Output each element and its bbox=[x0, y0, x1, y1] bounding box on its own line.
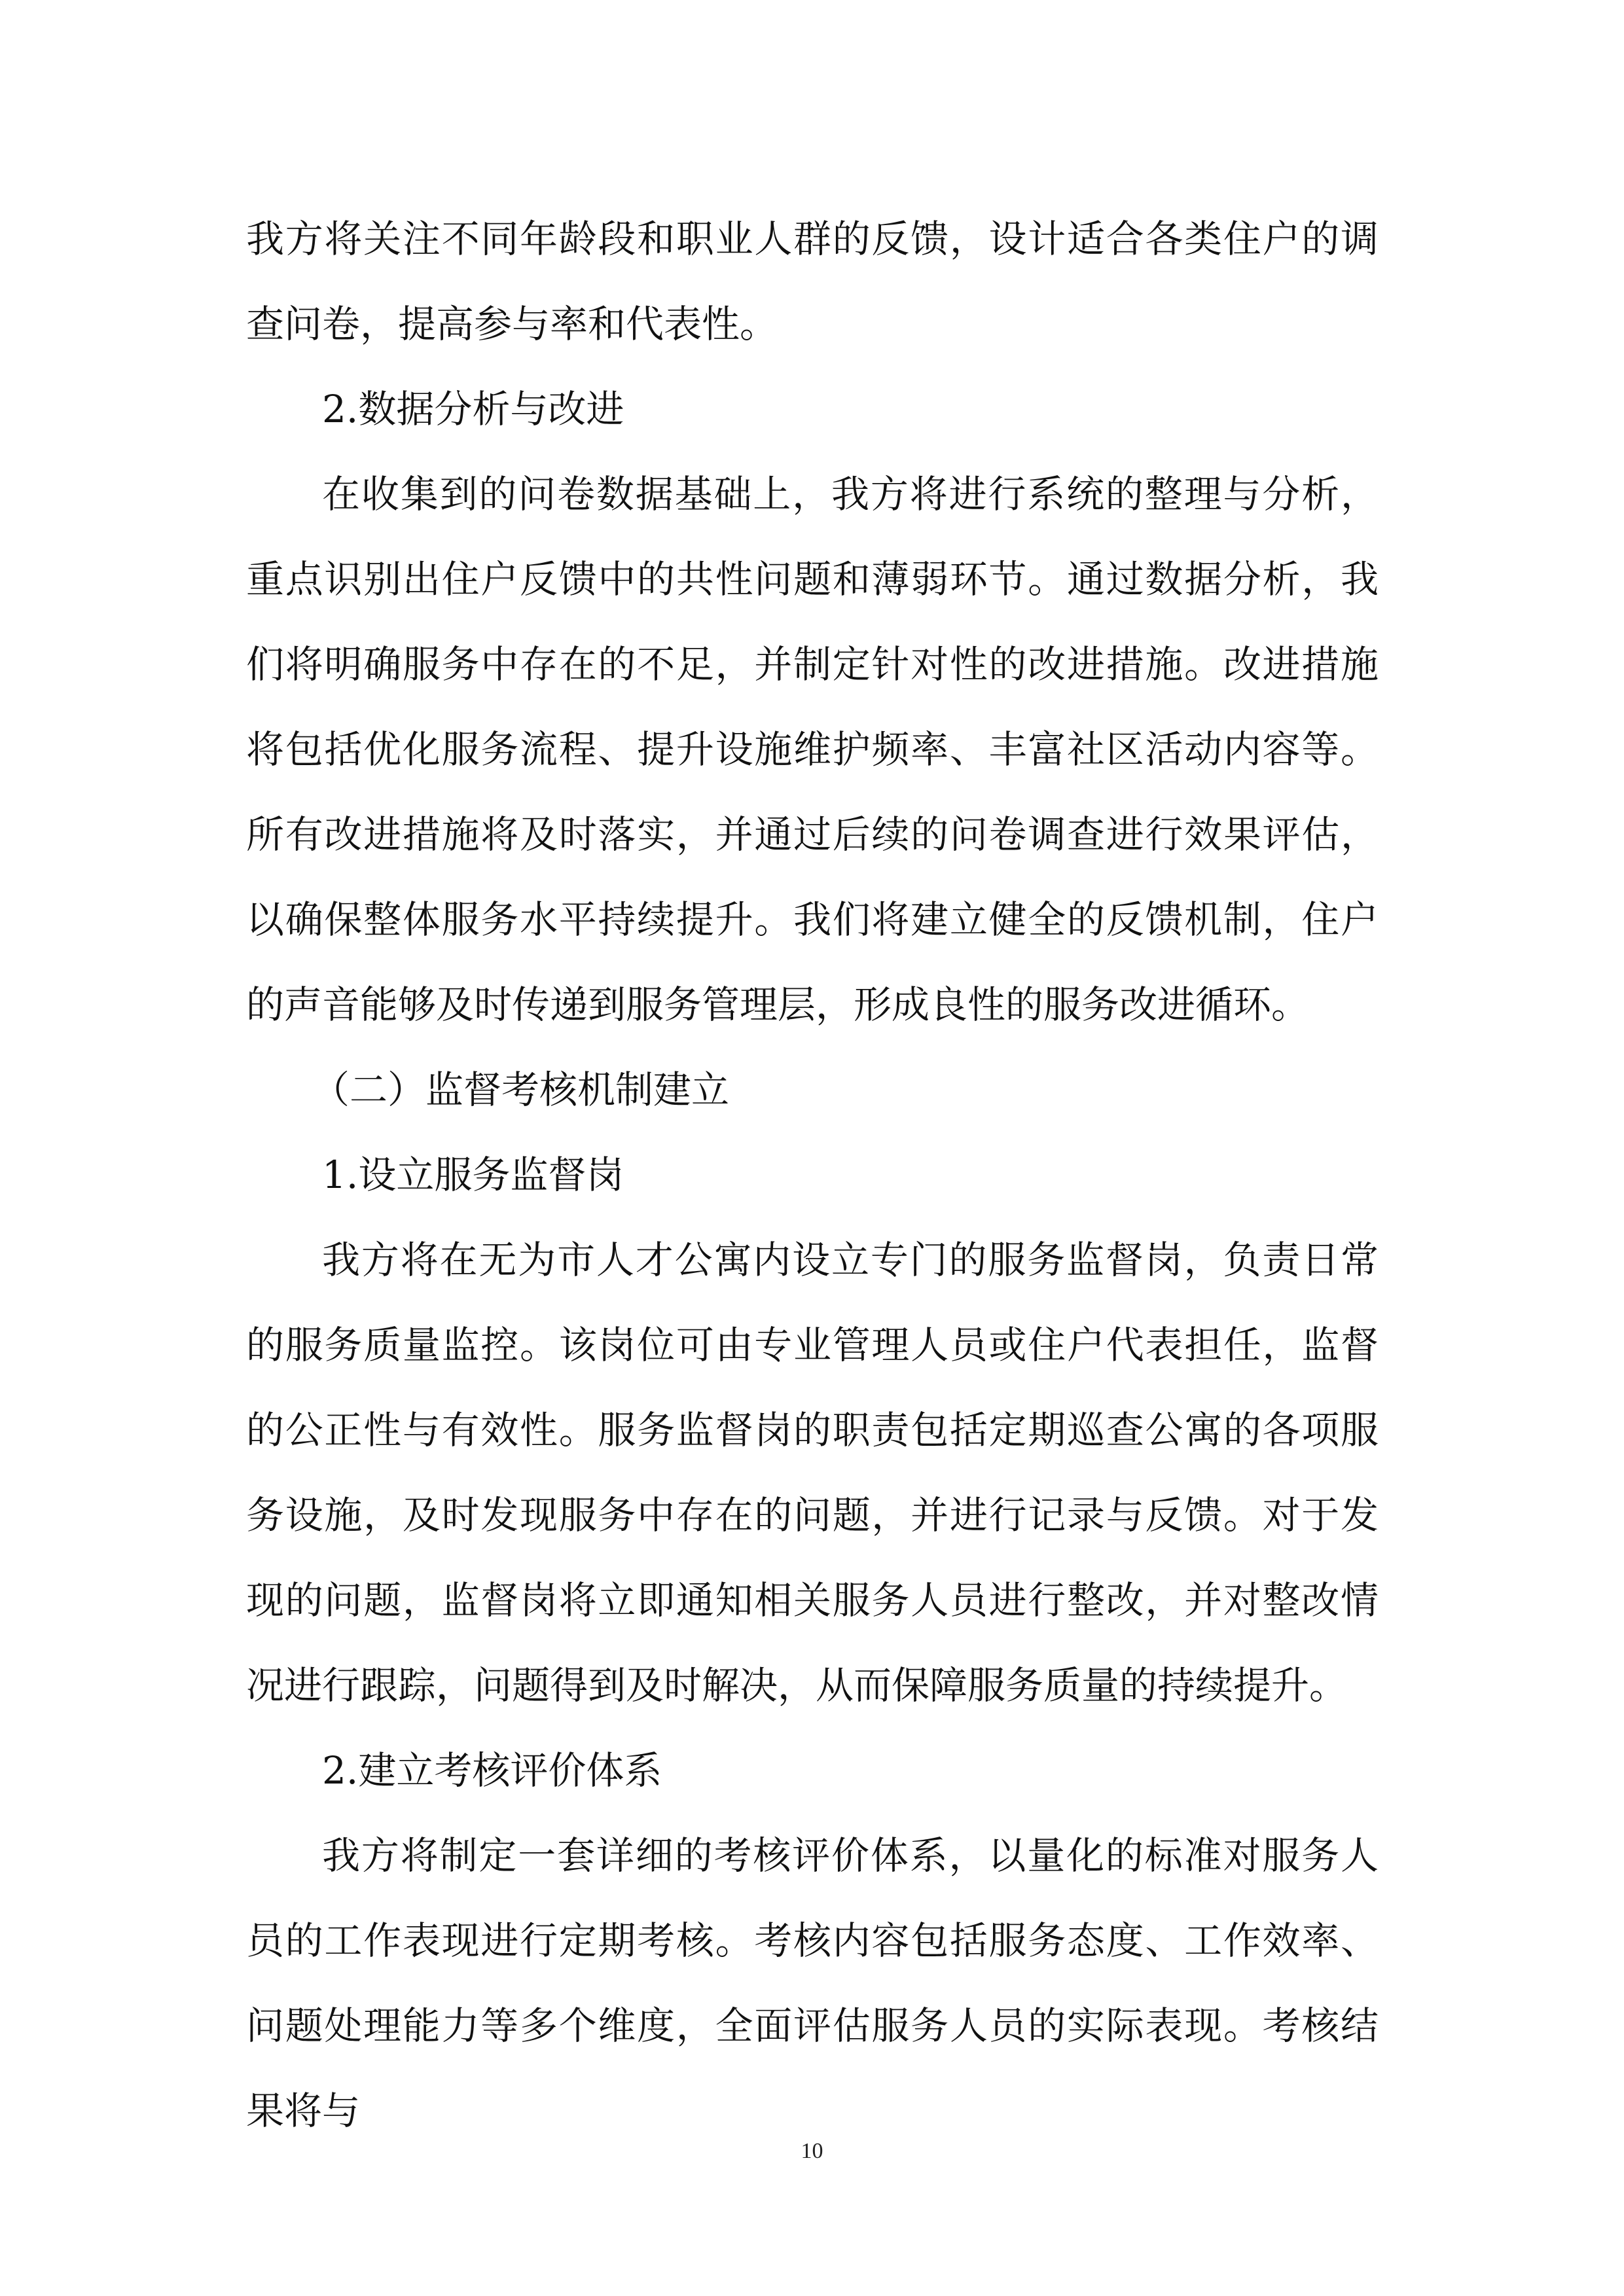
body-text bbox=[246, 196, 1379, 2153]
section-heading-supervision: （二）监督考核机制建立 bbox=[312, 1067, 730, 1112]
heading-data-analysis: 2.数据分析与改进 bbox=[322, 387, 624, 431]
paragraph-survey-design-continued: 我方将关注不同年龄段和职业人群的反馈，设计适合各类住户的调查问卷，提高参与率和代表性。 bbox=[246, 217, 1379, 346]
page-number: 10 bbox=[801, 2139, 823, 2163]
paragraph-evaluation-system: 我方将制定一套详细的考核评价体系，以量化的标准对服务人员的工作表现进行定期考核。考核内容包括服务态度、工作效率、问题处理能力等多个维度，全面评估服务人员的实际表现。考核结果将与 bbox=[246, 1833, 1379, 2133]
heading-evaluation-system: 2.建立考核评价体系 bbox=[322, 1748, 662, 1793]
paragraph-supervision-post: 我方将在无为市人才公寓内设立专门的服务监督岗，负责日常的服务质量监控。该岗位可由专业管理人员或住户代表担任，监督的公正性与有效性。服务监督岗的职责包括定期巡查公寓的各项服务设施，及时发现服务中存在的问题，并进行记录与反馈。对于发现的问题，监督岗将立即通知相关服务人员进行整改，并对整改情况进行跟踪，问题得到及时解决，从而保障服务质量的持续提升。 bbox=[246, 1238, 1379, 1708]
heading-supervision-post: 1.设立服务监督岗 bbox=[322, 1153, 624, 1197]
paragraph-data-analysis: 在收集到的问卷数据基础上，我方将进行系统的整理与分析，重点识别出住户反馈中的共性问题和薄弱环节。通过数据分析，我们将明确服务中存在的不足，并制定针对性的改进措施。改进措施将包括优化服务流程、提升设施维护频率、丰富社区活动内容等。所有改进措施将及时落实，并通过后续的问卷调查进行效果评估，以确保整体服务水平持续提升。我们将建立健全的反馈机制，住户的声音能够及时传递到服务管理层，形成良性的服务改进循环。 bbox=[246, 472, 1379, 1027]
